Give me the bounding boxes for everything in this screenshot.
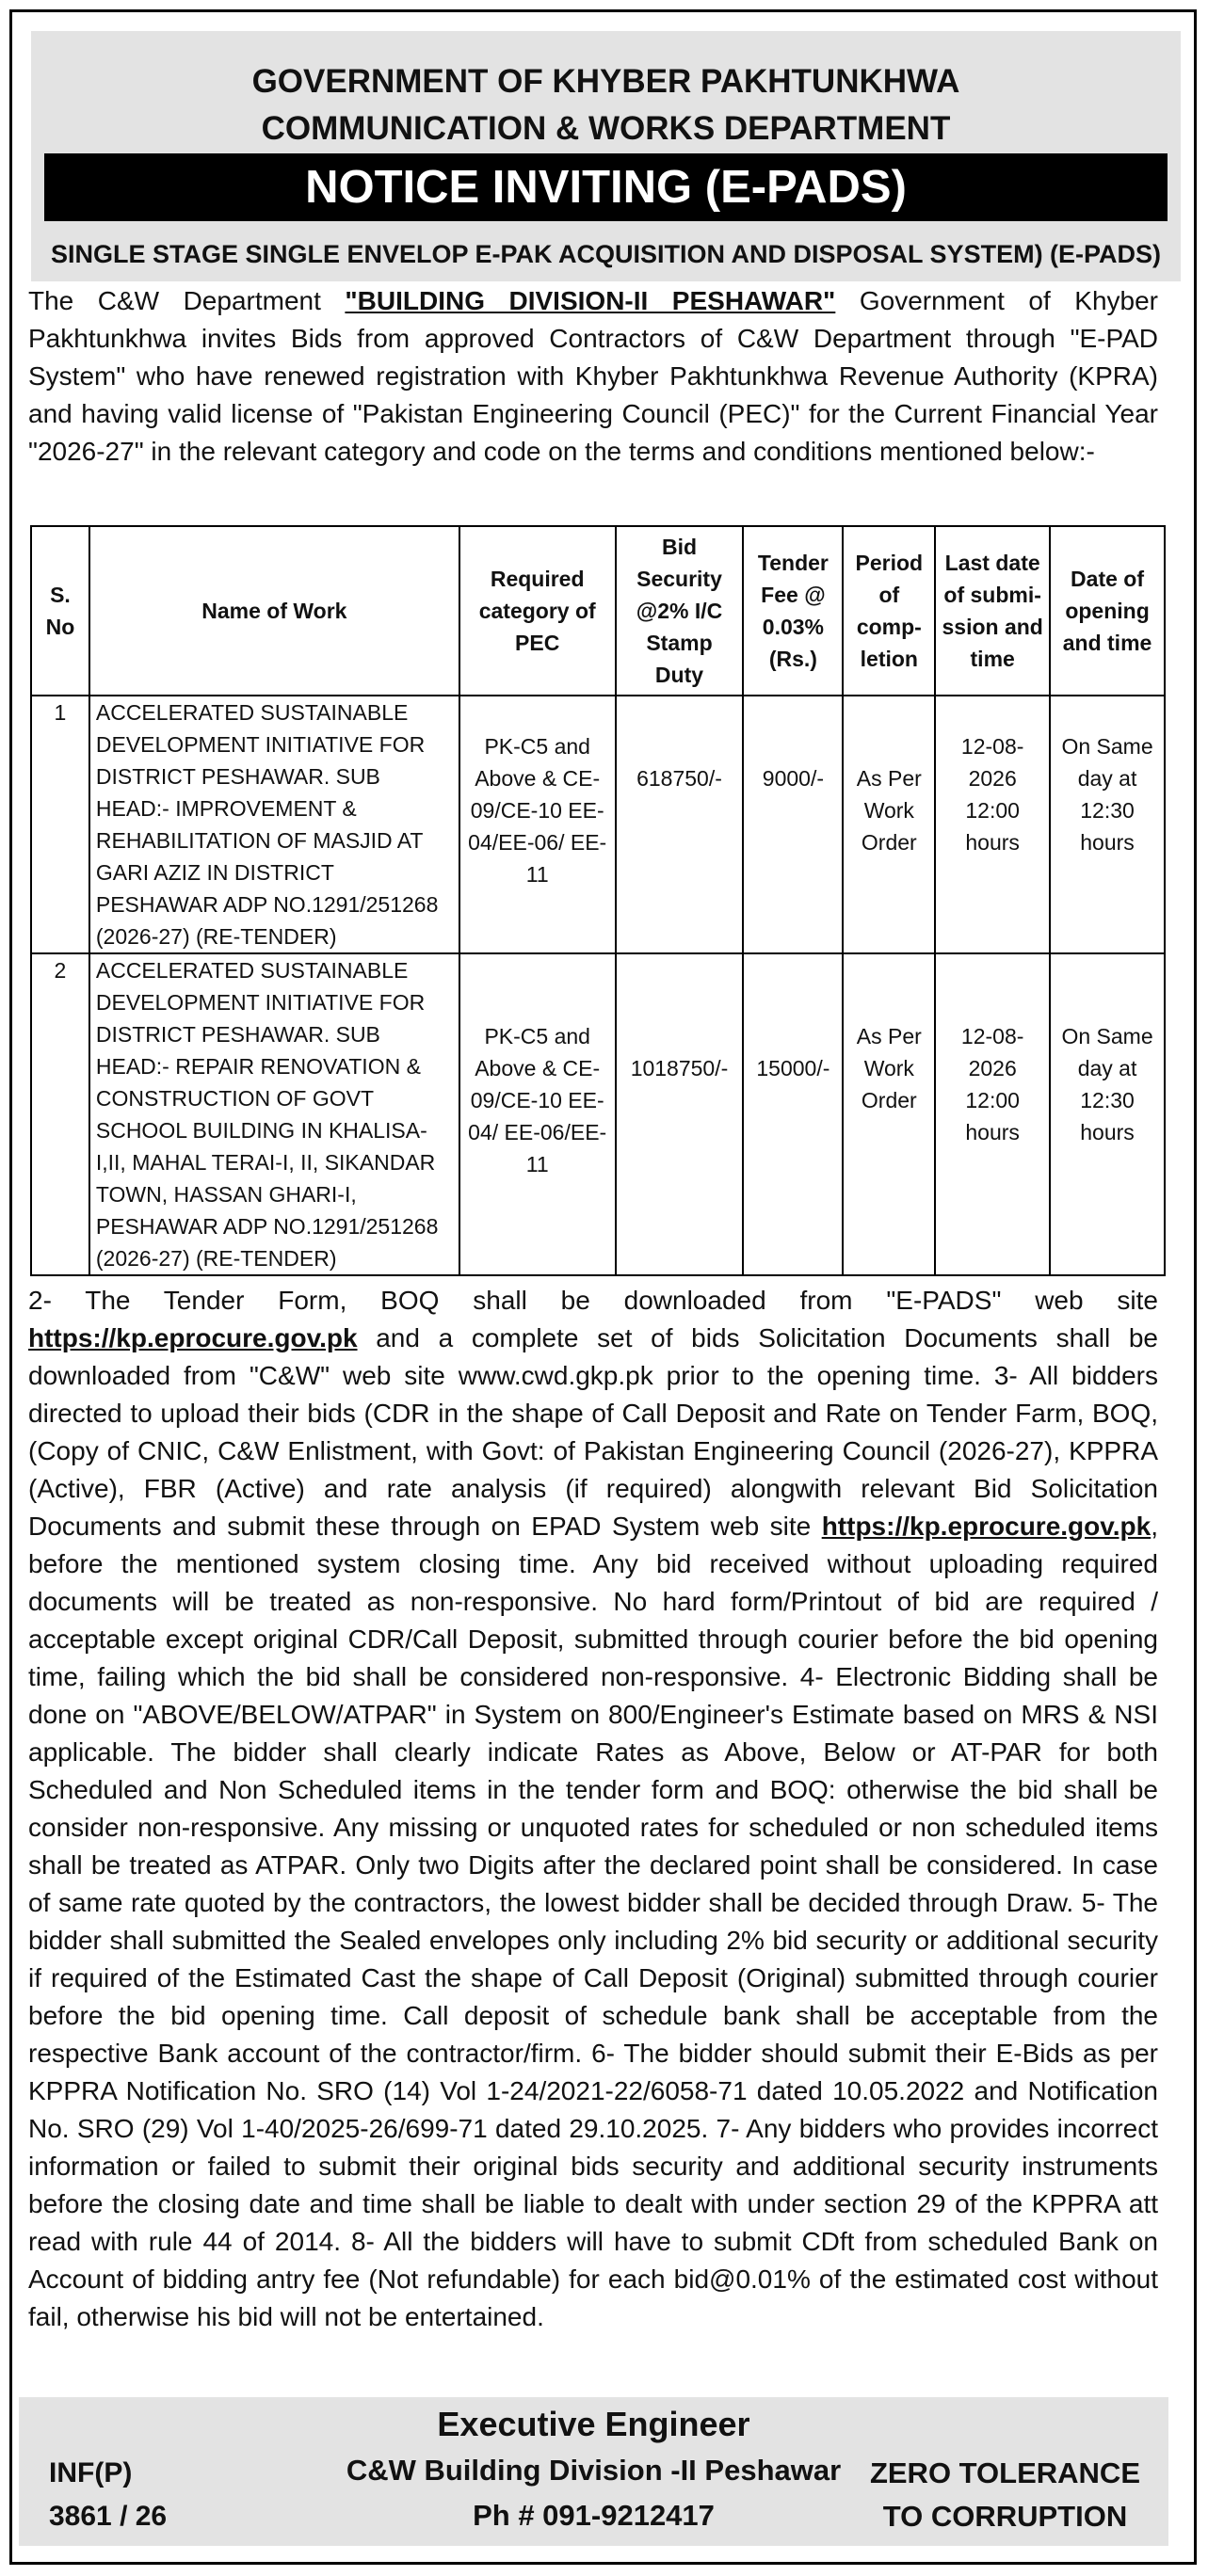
table-row xyxy=(31,696,1165,953)
eprocure-link[interactable]: https://kp.eprocure.gov.pk xyxy=(821,1512,1152,1541)
table-header-row xyxy=(31,526,1165,696)
eprocure-link[interactable]: https://kp.eprocure.gov.pk xyxy=(28,1323,358,1352)
terms-part-2: and a complete set of bids Solicitation Documents shall be downloaded from "C&W" web site www.cwd.gkp.pk prior to the opening time. 3- All bidders directed to upload their bids (CDR in the shape of Call Deposit and Rate on Tender Farm, BOQ, (Copy of CNIC, C&W Enlistment, with Govt: of Pakistan Engineering Council (2026-27), KPPRA (Active), FBR (Active) and rate analysis (if required) alongwith relevant Bid Solicitation Documents and submit these through on EPAD System web site xyxy=(28,1323,1158,1541)
header-tender-fee: Tender Fee @ 0.03% (Rs.) xyxy=(743,526,843,696)
row-category: PK-C5 and Above & CE-09/CE-10 EE-04/EE-06/ EE-11 xyxy=(459,696,616,953)
table-row xyxy=(31,953,1165,1275)
terms-part-1: 2- The Tender Form, BOQ shall be downloaded from "E-PADS" web site xyxy=(28,1286,1158,1315)
row-sno: 2 xyxy=(31,953,89,1275)
row-last-date: 12-08-2026 12:00 hours xyxy=(935,953,1050,1275)
division-name: "BUILDING DIVISION-II PESHAWAR" xyxy=(345,286,836,315)
slogan-line-1: ZERO TOLERANCE xyxy=(869,2456,1140,2489)
header-period: Period of comp-letion xyxy=(843,526,935,696)
header-band xyxy=(31,31,1181,281)
slogan-line-2: TO CORRUPTION xyxy=(882,2500,1128,2533)
row-bid-security: 618750/- xyxy=(616,696,744,953)
signatory-title: Executive Engineer xyxy=(437,2405,750,2443)
terms-part-3: , before the mentioned system closing time. Any bid received without uploading required documents will be treated as non-responsive. No hard form/Printout of bid are required / acceptable except original CDR/Call Deposit, submitted through courier before the bid opening time, failing which the bid shall be considered non-responsive. 4- Electronic Bidding shall be done on "ABOVE/BELOW/ATPAR" in System on 800/Engineer's Estimate based on MRS & NSI applicable. The bidder shall clearly indicate Rates as Above, Below or AT-PAR for both Scheduled and Non Scheduled items in the tender form and BOQ: otherwise the bid shall be consider non-responsive. Any missing or unquoted rates for scheduled or non scheduled items shall be treated as ATPAR. Only two Digits after the declared point shall be considered. In case of same rate quoted by the contractors, the lowest bidder shall be decided through Draw. 5- The bidder shall submitted the Sealed envelopes only including 2% bid security or additional security if required of the Estimated Cast the shape of Call Deposit (Original) submitted through courier before the bid opening time. Call deposit of schedule bank shall be acceptable from the respective Bank account of the contractor/firm. 6- The bidder should submit their E-Bids as per KPPRA Notification No. SRO (14) Vol 1-24/2021-22/6058-71 dated 10.05.2022 and Notification No. SRO (29) Vol 1-40/2025-26/699-71 dated 29.10.2025. 7- Any bidders who provides incorrect information or failed to submit their original bids security and additional security instruments before the closing date and time shall be liable to dealt with under section 29 of the KPPRA att read with rule 44 of 2014. 8- All the bidders will have to submit CDft from scheduled Bank on Account of bidding antry fee (Not refundable) for each bid@0.01% of the estimated cost without fail, otherwise his bid will not be entertained. xyxy=(28,1512,1158,2331)
government-title: GOVERNMENT OF KHYBER PAKHTUNKHWA xyxy=(251,63,960,100)
header-last-date: Last date of submi-ssion and time xyxy=(935,526,1050,696)
intro-paragraph xyxy=(28,282,1158,471)
row-sno: 1 xyxy=(31,696,89,953)
row-tender-fee: 9000/- xyxy=(743,696,843,953)
row-opening: On Same day at 12:30 hours xyxy=(1050,696,1165,953)
row-opening: On Same day at 12:30 hours xyxy=(1050,953,1165,1275)
header-work: Name of Work xyxy=(89,526,459,696)
intro-pre: The C&W Department xyxy=(28,286,346,315)
signatory-division: C&W Building Division -II Peshawar xyxy=(346,2454,842,2487)
row-work: ACCELERATED SUSTAINABLE DEVELOPMENT INITIATIVE FOR DISTRICT PESHAWAR. SUB HEAD:- REPAIR RENOVATION & CONSTRUCTION OF GOVT SCHOOL BUILDING IN KHALISA-I,II, MAHAL TERAI-I, II, SIKANDAR TOWN, HASSAN GHARI-I, PESHAWAR ADP NO.1291/251268 (2026-27) (RE-TENDER) xyxy=(89,953,459,1275)
terms-paragraph xyxy=(28,1282,1158,2336)
row-work: ACCELERATED SUSTAINABLE DEVELOPMENT INITIATIVE FOR DISTRICT PESHAWAR. SUB HEAD:- IMPROVEMENT & REHABILITATION OF MASJID AT GARI AZIZ IN DISTRICT PESHAWAR ADP NO.1291/251268 (2026-27) (RE-TENDER) xyxy=(89,696,459,953)
notice-subtitle: SINGLE STAGE SINGLE ENVELOP E-PAK ACQUISITION AND DISPOSAL SYSTEM) (E-PADS) xyxy=(50,240,1162,268)
row-bid-security: 1018750/- xyxy=(616,953,744,1275)
notice-title: NOTICE INVITING (E-PADS) xyxy=(44,153,1168,221)
tender-table xyxy=(30,525,1166,1276)
footer-band xyxy=(19,2397,1168,2546)
header-category: Required category of PEC xyxy=(459,526,616,696)
inf-reference xyxy=(49,2452,167,2538)
signatory-phone: Ph # 091-9212417 xyxy=(473,2499,715,2532)
row-tender-fee: 15000/- xyxy=(743,953,843,1275)
inf-line-2: 3861 / 26 xyxy=(49,2501,168,2532)
department-title: COMMUNICATION & WORKS DEPARTMENT xyxy=(261,110,951,147)
header-opening: Date of opening and time xyxy=(1050,526,1165,696)
header-bid-security: Bid Security @2% I/C Stamp Duty xyxy=(616,526,744,696)
header-sno: S. No xyxy=(31,526,89,696)
intro-post: Government of Khyber Pakhtunkhwa invites Bids from approved Contractors of C&W Department through "E-PAD System" who have renewed registration with Khyber Pakhtunkhwa Revenue Authority (KPRA) and having valid license of "Pakistan Engineering Council (PEC)" for the Current Financial Year "2026-27" in the relevant category and code on the terms and conditions mentioned below:- xyxy=(28,286,1158,466)
zero-tolerance-slogan xyxy=(870,2452,1140,2538)
row-period: As Per Work Order xyxy=(843,696,935,953)
row-last-date: 12-08-2026 12:00 hours xyxy=(935,696,1050,953)
row-category: PK-C5 and Above & CE-09/CE-10 EE-04/ EE-06/EE-11 xyxy=(459,953,616,1275)
inf-line-1: INF(P) xyxy=(49,2457,133,2488)
row-period: As Per Work Order xyxy=(843,953,935,1275)
